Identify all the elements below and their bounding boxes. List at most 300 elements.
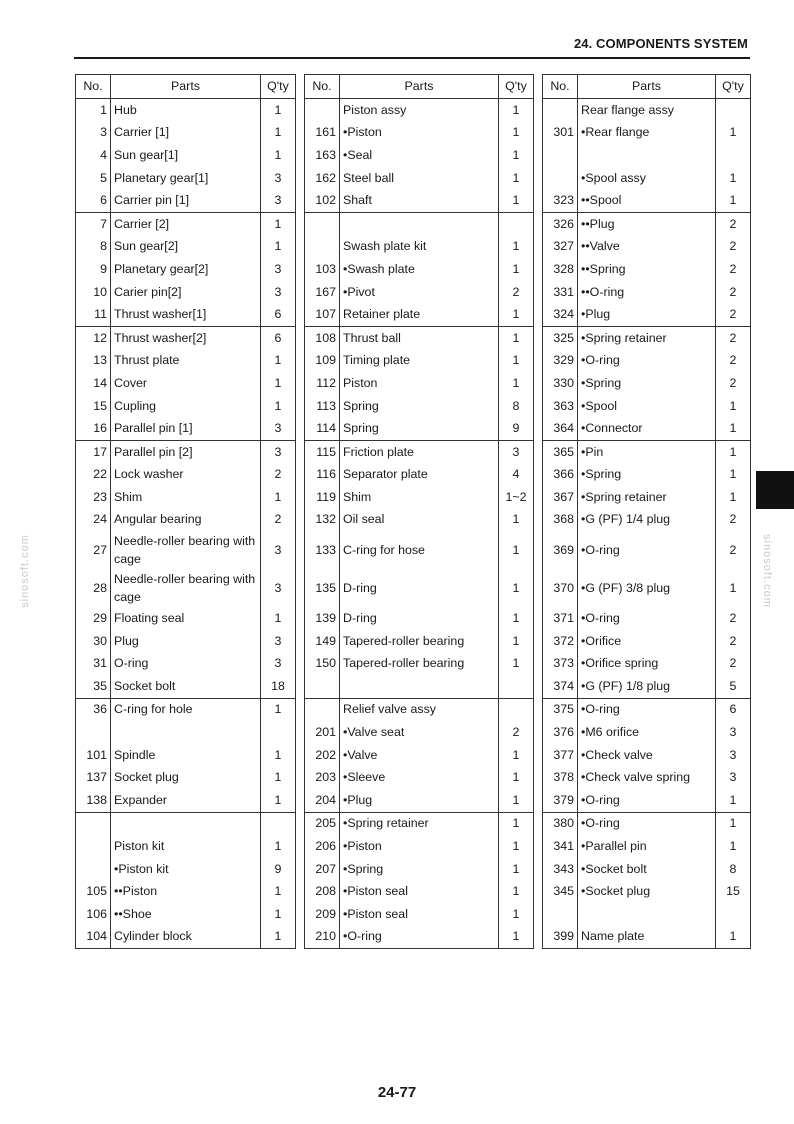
part-qty-cell: 1 [261,789,296,812]
part-name-cell: Angular bearing [111,509,261,532]
part-name-cell: Tapered-roller bearing [340,652,499,675]
table-row [76,630,751,653]
part-qty-cell: 3 [261,440,296,463]
part-qty-cell: 1 [716,464,751,487]
part-number-cell: 16 [76,417,111,440]
column-gap [534,144,543,167]
table-row [76,189,751,212]
part-number-cell: 15 [76,395,111,418]
part-name-cell: Piston [340,372,499,395]
part-qty-cell: 1 [499,189,534,212]
part-name-cell: D-ring [340,569,499,607]
part-number-cell: 10 [76,281,111,304]
part-name-cell: •G (PF) 1/8 plug [578,675,716,698]
part-qty-cell: 1 [499,789,534,812]
part-qty-cell [499,212,534,235]
column-gap [296,464,305,487]
column-gap [534,464,543,487]
part-qty-cell: 2 [716,509,751,532]
part-qty-cell: 15 [716,880,751,903]
part-name-cell: Swash plate kit [340,236,499,259]
part-number-cell: 205 [305,812,340,835]
part-number-cell: 324 [543,303,578,326]
part-qty-cell: 1 [716,789,751,812]
part-qty-cell: 1 [716,926,751,949]
part-qty-cell: 3 [499,440,534,463]
part-number-cell: 116 [305,464,340,487]
table-row [76,281,751,304]
part-number-cell: 106 [76,903,111,926]
part-qty-cell: 2 [261,464,296,487]
part-number-cell: 104 [76,926,111,949]
part-name-cell: ••Piston [111,880,261,903]
part-name-cell: Needle-roller bearing with cage [111,569,261,607]
part-number-cell: 30 [76,630,111,653]
column-gap [534,744,543,767]
part-qty-cell [716,144,751,167]
part-number-cell: 101 [76,744,111,767]
part-name-cell: Carrier pin [1] [111,189,261,212]
part-qty-cell: 1 [499,303,534,326]
part-qty-cell: 1 [499,630,534,653]
part-number-cell: 207 [305,858,340,881]
part-name-cell: Thrust plate [111,350,261,373]
part-number-cell: 208 [305,880,340,903]
column-gap [534,858,543,881]
column-gap [534,509,543,532]
part-name-cell: C-ring for hose [340,531,499,569]
part-number-cell [305,99,340,122]
part-name-cell: Cylinder block [111,926,261,949]
table-row [76,303,751,326]
part-name-cell: Thrust ball [340,326,499,349]
part-qty-cell: 8 [499,395,534,418]
part-qty-cell: 1 [499,509,534,532]
part-number-cell: 135 [305,569,340,607]
part-number-cell: 1 [76,99,111,122]
part-qty-cell: 1 [716,122,751,145]
column-gap [534,531,543,569]
part-name-cell: Steel ball [340,167,499,190]
part-name-cell: •Spring [578,372,716,395]
part-number-cell: 107 [305,303,340,326]
part-name-cell: •O-ring [578,531,716,569]
part-qty-cell: 3 [261,630,296,653]
part-number-cell: 17 [76,440,111,463]
table-row [76,812,751,835]
column-gap [534,789,543,812]
column-gap [296,630,305,653]
part-number-cell: 167 [305,281,340,304]
part-number-cell: 139 [305,607,340,630]
column-gap [296,167,305,190]
column-gap [296,486,305,509]
column-gap [296,531,305,569]
table-row [76,835,751,858]
part-qty-cell: 6 [261,326,296,349]
part-qty-cell [261,721,296,744]
part-qty-cell: 3 [261,417,296,440]
part-number-cell [543,167,578,190]
part-qty-cell: 1 [499,744,534,767]
part-name-cell: •Pin [578,440,716,463]
column-gap [534,835,543,858]
part-name-cell: Spring [340,395,499,418]
part-qty-cell: 2 [716,258,751,281]
part-number-cell: 13 [76,350,111,373]
part-number-cell: 372 [543,630,578,653]
column-gap [534,326,543,349]
column-gap [296,189,305,212]
part-qty-cell: 1 [716,395,751,418]
part-qty-cell: 1 [261,903,296,926]
part-number-cell: 326 [543,212,578,235]
part-name-cell: Planetary gear[2] [111,258,261,281]
part-name-cell: Oil seal [340,509,499,532]
part-name-cell: •O-ring [578,698,716,721]
part-number-cell: 329 [543,350,578,373]
part-qty-cell: 1 [499,144,534,167]
part-number-cell: 363 [543,395,578,418]
part-name-cell: Plug [111,630,261,653]
part-qty-cell: 1 [261,926,296,949]
part-name-cell: •Socket plug [578,880,716,903]
column-gap [534,395,543,418]
part-number-cell: 330 [543,372,578,395]
part-name-cell: Expander [111,789,261,812]
part-number-cell: 364 [543,417,578,440]
part-name-cell: ••Spool [578,189,716,212]
part-number-cell: 9 [76,258,111,281]
part-qty-cell: 1 [716,812,751,835]
part-number-cell: 115 [305,440,340,463]
part-qty-cell: 2 [716,303,751,326]
part-name-cell: •O-ring [578,812,716,835]
part-qty-cell: 1 [261,880,296,903]
part-qty-cell: 9 [499,417,534,440]
table-row [76,122,751,145]
part-number-cell: 376 [543,721,578,744]
column-gap [296,812,305,835]
part-number-cell: 12 [76,326,111,349]
part-name-cell: Piston kit [111,835,261,858]
column-gap [534,607,543,630]
part-number-cell: 375 [543,698,578,721]
part-name-cell: •O-ring [578,350,716,373]
column-gap [296,903,305,926]
part-name-cell: Spindle [111,744,261,767]
table-row [76,698,751,721]
part-name-cell: •Orifice spring [578,652,716,675]
part-name-cell: •Valve [340,744,499,767]
part-name-cell: Parallel pin [1] [111,417,261,440]
part-qty-cell: 1 [261,372,296,395]
part-name-cell: •Swash plate [340,258,499,281]
part-qty-cell: 1 [716,167,751,190]
table-row [76,144,751,167]
column-gap [534,903,543,926]
part-name-cell: •Spool [578,395,716,418]
part-qty-cell: 1 [716,835,751,858]
part-number-cell: 161 [305,122,340,145]
part-number-cell: 11 [76,303,111,326]
column-gap [534,75,543,99]
part-name-cell: Socket bolt [111,675,261,698]
part-qty-cell: 1 [499,236,534,259]
part-number-cell [305,698,340,721]
column-gap [534,486,543,509]
table-row [76,440,751,463]
part-number-cell [76,835,111,858]
table-row [76,675,751,698]
part-qty-cell: 3 [261,531,296,569]
part-qty-cell: 1 [499,99,534,122]
column-gap [296,880,305,903]
column-gap [534,258,543,281]
part-name-cell: •Piston seal [340,903,499,926]
part-qty-cell: 1 [499,652,534,675]
part-name-cell: Carrier [1] [111,122,261,145]
part-number-cell: 210 [305,926,340,949]
column-gap [534,122,543,145]
part-qty-cell: 1 [261,122,296,145]
part-number-cell: 371 [543,607,578,630]
section-title: 24. COMPONENTS SYSTEM [573,36,748,51]
part-qty-cell: 1 [499,531,534,569]
part-name-cell: C-ring for hole [111,698,261,721]
part-name-cell: Tapered-roller bearing [340,630,499,653]
column-gap [296,440,305,463]
parts-table-body [76,99,751,949]
column-gap [296,766,305,789]
part-number-cell: 27 [76,531,111,569]
part-number-cell: 366 [543,464,578,487]
column-header: No. [305,75,340,99]
part-qty-cell: 1 [261,236,296,259]
part-number-cell [543,144,578,167]
column-gap [296,212,305,235]
table-row [76,721,751,744]
part-name-cell [578,144,716,167]
part-number-cell: 368 [543,509,578,532]
part-qty-cell: 6 [261,303,296,326]
table-row [76,350,751,373]
part-name-cell: Cupling [111,395,261,418]
part-name-cell: •Plug [340,789,499,812]
table-row [76,236,751,259]
column-gap [296,744,305,767]
part-name-cell: Sun gear[1] [111,144,261,167]
table-row [76,880,751,903]
table-row [76,212,751,235]
part-number-cell: 367 [543,486,578,509]
column-gap [534,440,543,463]
header-rule [74,57,750,59]
part-name-cell: Shim [340,486,499,509]
part-name-cell: •Valve seat [340,721,499,744]
part-number-cell: 3 [76,122,111,145]
part-qty-cell: 3 [716,721,751,744]
part-name-cell: •Socket bolt [578,858,716,881]
part-name-cell: Friction plate [340,440,499,463]
table-row [76,858,751,881]
table-row [76,326,751,349]
column-gap [296,417,305,440]
part-number-cell [305,236,340,259]
part-qty-cell: 2 [499,721,534,744]
part-number-cell: 378 [543,766,578,789]
part-number-cell: 399 [543,926,578,949]
table-row [76,509,751,532]
page-number: 24-77 [377,1084,417,1101]
part-number-cell: 343 [543,858,578,881]
part-qty-cell: 1 [499,835,534,858]
table-row [76,652,751,675]
part-number-cell: 137 [76,766,111,789]
part-name-cell: •Orifice [578,630,716,653]
part-number-cell: 7 [76,212,111,235]
part-qty-cell: 9 [261,858,296,881]
part-qty-cell: 1 [716,189,751,212]
part-qty-cell: 2 [499,281,534,304]
part-number-cell: 373 [543,652,578,675]
column-gap [296,144,305,167]
part-number-cell: 370 [543,569,578,607]
part-qty-cell: 1 [261,395,296,418]
column-gap [296,652,305,675]
part-qty-cell: 2 [716,326,751,349]
part-qty-cell: 1 [499,258,534,281]
part-number-cell: 29 [76,607,111,630]
column-gap [534,926,543,949]
column-gap [534,630,543,653]
part-name-cell: •Spring retainer [340,812,499,835]
column-header: Q'ty [716,75,751,99]
part-qty-cell: 1 [499,569,534,607]
part-qty-cell: 2 [261,509,296,532]
part-number-cell: 36 [76,698,111,721]
column-gap [296,99,305,122]
table-row [76,372,751,395]
table-row [76,417,751,440]
part-name-cell: •Check valve spring [578,766,716,789]
part-qty-cell: 1 [261,350,296,373]
table-row [76,99,751,122]
part-qty-cell: 1 [499,326,534,349]
part-name-cell: •Parallel pin [578,835,716,858]
part-name-cell: •Piston seal [340,880,499,903]
part-qty-cell: 4 [499,464,534,487]
column-gap [296,698,305,721]
part-number-cell: 369 [543,531,578,569]
part-qty-cell: 1 [716,417,751,440]
column-gap [534,303,543,326]
column-header: Q'ty [261,75,296,99]
part-name-cell: Hub [111,99,261,122]
column-gap [296,281,305,304]
part-name-cell: O-ring [111,652,261,675]
part-name-cell: Planetary gear[1] [111,167,261,190]
part-name-cell: •Check valve [578,744,716,767]
part-qty-cell: 1 [499,926,534,949]
column-gap [534,417,543,440]
part-qty-cell: 1 [499,350,534,373]
part-name-cell: ••Spring [578,258,716,281]
part-qty-cell: 3 [261,167,296,190]
part-number-cell: 138 [76,789,111,812]
table-header-row [76,75,751,99]
table-row [76,464,751,487]
column-gap [296,509,305,532]
part-qty-cell: 1 [499,903,534,926]
part-name-cell: Name plate [578,926,716,949]
column-gap [296,835,305,858]
part-qty-cell: 5 [716,675,751,698]
part-number-cell: 301 [543,122,578,145]
part-number-cell: 35 [76,675,111,698]
part-qty-cell: 2 [716,372,751,395]
part-name-cell: •Piston [340,122,499,145]
part-name-cell: Thrust washer[1] [111,303,261,326]
part-number-cell: 150 [305,652,340,675]
part-number-cell: 328 [543,258,578,281]
table-row [76,744,751,767]
part-name-cell: D-ring [340,607,499,630]
part-name-cell [578,903,716,926]
part-number-cell: 327 [543,236,578,259]
part-qty-cell: 1 [261,144,296,167]
part-number-cell: 331 [543,281,578,304]
part-number-cell: 22 [76,464,111,487]
column-gap [534,189,543,212]
part-number-cell: 149 [305,630,340,653]
part-number-cell: 24 [76,509,111,532]
part-name-cell: Socket plug [111,766,261,789]
part-name-cell: •Spring retainer [578,486,716,509]
part-name-cell: ••Valve [578,236,716,259]
part-qty-cell: 1 [261,835,296,858]
part-number-cell: 374 [543,675,578,698]
column-header: No. [76,75,111,99]
part-qty-cell: 1 [499,167,534,190]
column-gap [296,75,305,99]
column-gap [296,569,305,607]
part-name-cell: Rear flange assy [578,99,716,122]
part-number-cell: 109 [305,350,340,373]
part-number-cell [305,212,340,235]
part-number-cell: 380 [543,812,578,835]
part-number-cell [305,675,340,698]
column-gap [534,675,543,698]
part-qty-cell: 1 [261,698,296,721]
column-gap [296,789,305,812]
part-qty-cell: 8 [716,858,751,881]
part-qty-cell: 18 [261,675,296,698]
part-qty-cell: 2 [716,236,751,259]
part-qty-cell: 1 [716,440,751,463]
part-number-cell: 133 [305,531,340,569]
part-name-cell: Lock washer [111,464,261,487]
column-header: Parts [111,75,261,99]
part-number-cell: 14 [76,372,111,395]
part-name-cell: •Seal [340,144,499,167]
column-gap [296,372,305,395]
part-name-cell: Floating seal [111,607,261,630]
part-name-cell: •Plug [578,303,716,326]
part-qty-cell: 1 [261,766,296,789]
column-gap [534,569,543,607]
part-qty-cell: 3 [261,569,296,607]
